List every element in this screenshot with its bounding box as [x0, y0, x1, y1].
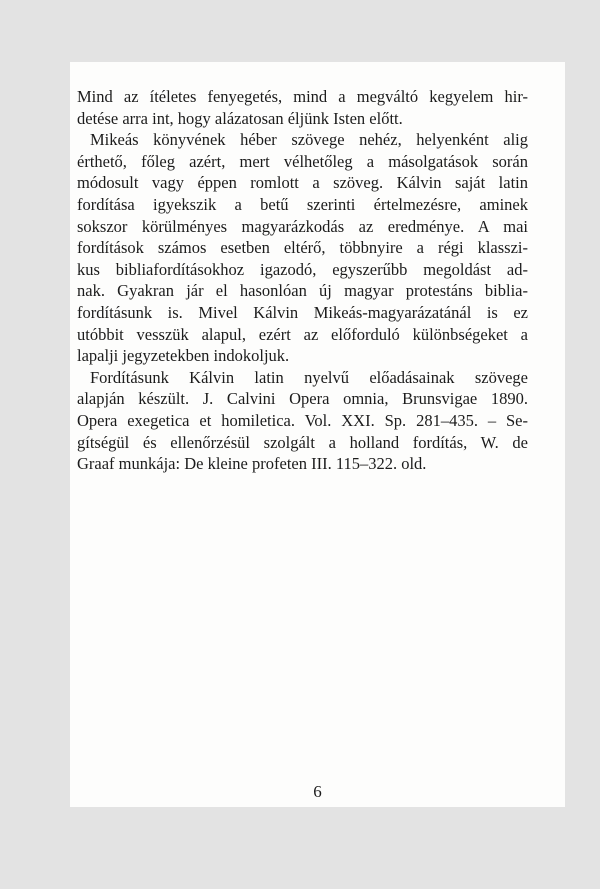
body-text [77, 86, 528, 475]
text-line: Mikeás könyvének héber szövege nehéz, helyenként alig [90, 130, 528, 150]
text-line: Opera exegetica et homiletica. Vol. XXI. Sp. 281–435. – Se- [77, 410, 528, 430]
text-line: Fordításunk Kálvin latin nyelvű előadásainak szövege [90, 367, 528, 387]
text-line: detése arra int, hogy alázatosan éljünk Isten előtt. [77, 108, 403, 128]
text-line: gítségül és ellenőrzésül szolgált a holland fordítás, W. de [77, 432, 528, 452]
text-line: érthető, főleg azért, mert vélhetőleg a másolgatások során [77, 151, 528, 171]
text-line: lapalji jegyzetekben indokoljuk. [77, 346, 290, 366]
book-page [70, 62, 565, 807]
text-line: Mind az ítéletes fenyegetés, mind a megváltó kegyelem hir- [77, 87, 528, 106]
text-line: módosult vagy éppen romlott a szöveg. Kálvin saját latin [77, 173, 528, 193]
text-line: fordítások számos esetben eltérő, többnyire a régi klasszi- [77, 238, 528, 258]
text-line: utóbbit vesszük alapul, ezért az előforduló különbségeket a [77, 324, 528, 344]
text-line: sokszor körülményes magyarázkodás az eredménye. A mai [77, 216, 528, 236]
page-number: 6 [313, 782, 322, 801]
text-line: alapján készült. J. Calvini Opera omnia, Brunsvigae 1890. [77, 389, 528, 409]
text-line: fordítása igyekszik a betű szerinti értelmezésre, aminek [77, 194, 528, 214]
text-line: nak. Gyakran jár el hasonlóan új magyar protestáns biblia- [77, 281, 528, 301]
text-line: kus bibliafordításokhoz igazodó, egyszerűbb megoldást ad- [77, 259, 528, 279]
text-line: Graaf munkája: De kleine profeten III. 115–322. old. [77, 454, 427, 474]
text-line: fordításunk is. Mivel Kálvin Mikeás-magyarázatánál is ez [77, 302, 528, 322]
